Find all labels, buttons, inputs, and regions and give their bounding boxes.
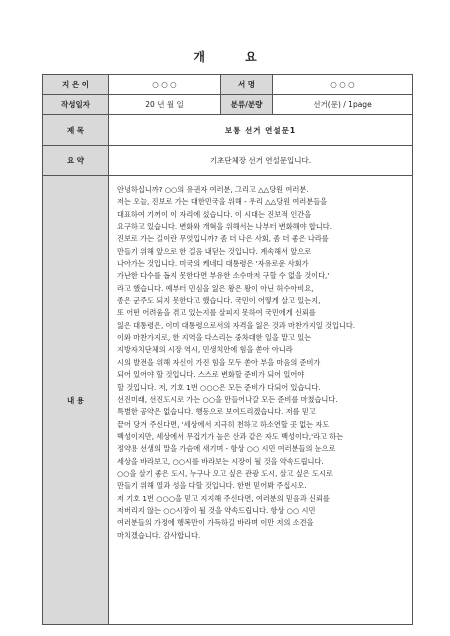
summary-form-table [42,74,413,625]
content-line: ○○을 살기 좋은 도시, 누구나 오고 싶은 관광 도시, 살고 싶은 도시로 [117,468,333,478]
author-label: 지 은 이 [43,75,109,95]
content-line: 세상을 바라보고, ○○시를 바라보는 시장이 될 것을 약속드립니다. [117,456,324,466]
content-lines [117,184,406,542]
content-line: 저는 오늘, 진보로 가는 대한민국을 위해 - 우리 △△당원 여러분들을 [117,197,328,207]
content-line: 라고 했습니다. 예부터 민심을 잃은 왕은 왕이 아닌 허수아비요, [117,283,314,293]
content-line: 종은 군주도 되지 못한다고 했습니다. 국민이 어떻게 살고 있는지, [117,296,321,306]
subject-row [43,115,413,146]
content-line: 선진미래, 선진도시로 가는 ○○을 만들어나갈 모든 준비를 마쳤습니다. [117,394,338,404]
content-line: 만들기 위해 열과 성을 다할 것입니다. 한번 믿어봐 주십시오. [117,481,307,491]
content-line: 저버리지 않는 ○○시장이 될 것을 약속드립니다. 항상 ○○ 시민 [117,505,316,515]
content-line: 저 기호 1번 ○○○을 믿고 지지해 주신다면, 여러분의 믿음과 신뢰를 [117,493,330,503]
content-line: 또 어떤 어려움을 겪고 있는지를 살피지 못하여 국민에게 신뢰를 [117,308,316,318]
author-value: ○ ○ ○ [109,75,221,95]
content-line: 대표하여 기꺼이 이 자리에 섰습니다. 이 시대는 진보적 인간을 [117,209,312,219]
content-line: 만들기 위해 앞으로 한 걸음 내딛는 것입니다. 계속해서 앞으로 [117,246,312,256]
content-line: 마치겠습니다. 감사합니다. [117,530,201,540]
content-line: 백성이지만, 세상에서 무겁기가 높은 산과 같은 자도 백성이다,'라고 하는 [117,431,344,441]
content-line: 끝어 당겨 주신다면, '세상에서 지극히 천하고 하소연할 곳 없는 자도 [117,419,330,429]
sign-value: ○ ○ ○ [273,75,413,95]
subject-value: 보통 선거 연설문1 [109,115,413,146]
category-label: 분류/분량 [221,95,273,115]
content-line: 나아가는 것입니다. 미국의 케네디 대통령은 '자유로운 사회가 [117,259,309,269]
summary-row [43,146,413,176]
date-label: 작성일자 [43,95,109,115]
content-line: 잃은 대통령은, 이미 대통령으로서의 자격을 잃은 것과 마찬가지일 것입니다. [117,320,356,330]
content-line: 안녕하십니까? ○○의 유권자 여러분, 그리고 △△당원 여러분. [117,185,309,194]
content-line: 할 것입니다. 저, 기호 1번 ○○○은 모든 준비가 다되어 있습니다. [117,382,321,392]
subject-label: 제 목 [43,115,109,146]
content-line: 시의 발전을 위해 자신이 가진 힘을 모두 쏟아 부을 마음의 준비가 [117,357,321,367]
content-body [109,176,413,625]
content-label: 내 용 [43,176,109,625]
document-title: 개 요 [193,50,275,64]
content-line: 요구하고 있습니다. 변화와 개혁을 위해서는 나부터 변화해야 합니다. [117,222,332,232]
content-line: 진보로 가는 길이란 무엇입니까? 좀 더 나은 사회, 좀 더 좋은 나라를 [117,234,329,244]
category-value: 선거(문) / 1page [273,95,413,115]
content-line: 가난한 다수를 돕지 못한다면 부유한 소수마저 구할 수 없을 것이다,' [117,271,330,281]
summary-value: 기초단체장 선거 연설문입니다. [109,146,413,176]
content-line: 여러분들의 가정에 행복만이 가득하길 바라며 이만 저의 소견을 [117,518,314,528]
author-row [43,75,413,95]
date-value: 20 년 월 일 [109,95,221,115]
summary-label: 요 약 [43,146,109,176]
content-line: 되어 있어야 할 것입니다. 스스로 변화할 준비가 되어 있어야 [117,370,305,380]
content-line: 정약용 선생의 말을 가슴에 새기며 - 항상 ○○ 시민 여러분들의 눈으로 [117,444,336,454]
content-line: 특별한 공약은 없습니다. 행동으로 보여드리겠습니다. 저를 믿고 [117,407,316,417]
content-line: 이와 마찬가지로, 한 지역을 다스리는 중차대한 일을 맡고 있는 [117,333,312,343]
content-line: 지방자치단체의 시장 역시, 민생치안에 힘을 쏟아 아니라 [117,345,293,355]
content-row [43,176,413,625]
date-row [43,95,413,115]
sign-label: 서 명 [221,75,273,95]
